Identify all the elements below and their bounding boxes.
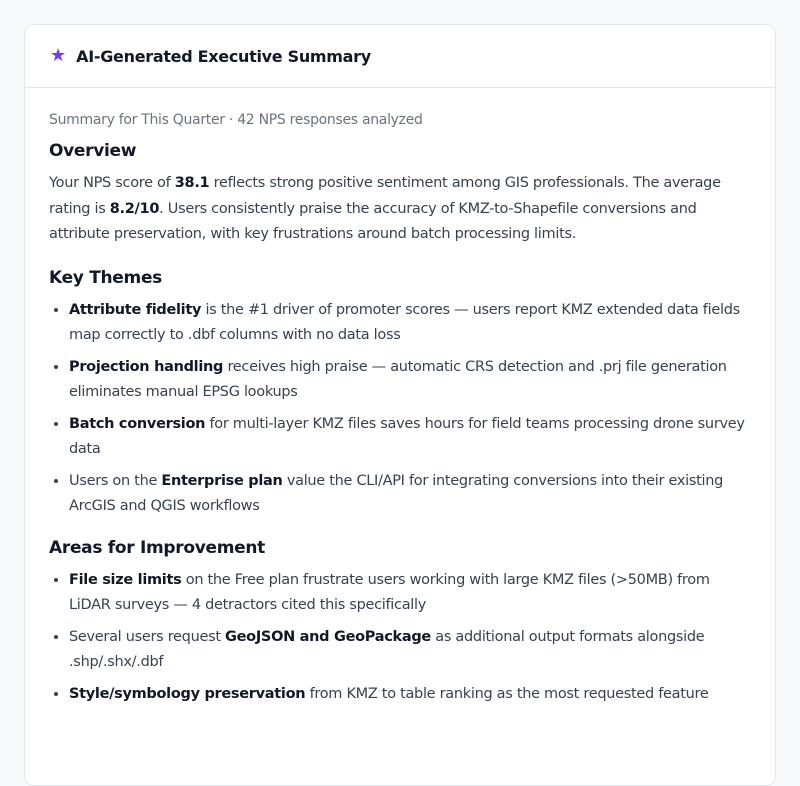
- key-themes-list: [49, 298, 751, 520]
- overview-heading: Overview: [49, 141, 137, 161]
- list-item: • Several users request GeoJSON and GeoPackage as additional output formats alongside .shp/.shx/.dbf: [69, 625, 751, 676]
- list-item: • File size limits on the Free plan frustrate users working with large KMZ files (>50MB) from LiDAR surveys — 4 detractors cited this specifically: [69, 568, 751, 619]
- nps-score: 38.1: [174, 175, 210, 191]
- average-rating: 8.2/10: [109, 200, 160, 217]
- list-item: • Users on the Enterprise plan value the CLI/API for integrating conversions into their existing ArcGIS and QGIS workflows: [69, 469, 751, 520]
- text: . Users consistently praise the accuracy of KMZ-to-Shapefile conversions and attribute preservation, with key frustrations around batch processing limits.: [49, 200, 697, 242]
- card-header: [25, 25, 775, 88]
- card-title: AI-Generated Executive Summary: [76, 46, 371, 66]
- list-item: • Projection handling receives high praise — automatic CRS detection and .prj file generation eliminates manual EPSG lookups: [69, 355, 751, 406]
- overview-text: [49, 171, 751, 248]
- list-item: • Style/symbology preservation from KMZ to table ranking as the most requested feature: [69, 682, 751, 708]
- list-item: • Batch conversion for multi-layer KMZ files saves hours for field teams processing drone survey data: [69, 412, 751, 463]
- text: reflects strong positive sentiment among GIS professionals. The average rating is: [49, 175, 721, 217]
- executive-summary-card: [24, 24, 776, 786]
- star-icon: ★: [50, 45, 67, 66]
- card-body: [25, 88, 775, 707]
- list-item: • Attribute fidelity is the #1 driver of promoter scores — users report KMZ extended data fields map correctly to .dbf columns with no data loss: [69, 298, 751, 349]
- improvements-list: [49, 568, 751, 708]
- improvements-heading: Areas for Improvement: [49, 537, 266, 558]
- text: Your NPS score of: [49, 175, 175, 191]
- key-themes-heading: Key Themes: [49, 267, 162, 288]
- summary-subtitle: Summary for This Quarter · 42 NPS responses analyzed: [49, 112, 423, 128]
